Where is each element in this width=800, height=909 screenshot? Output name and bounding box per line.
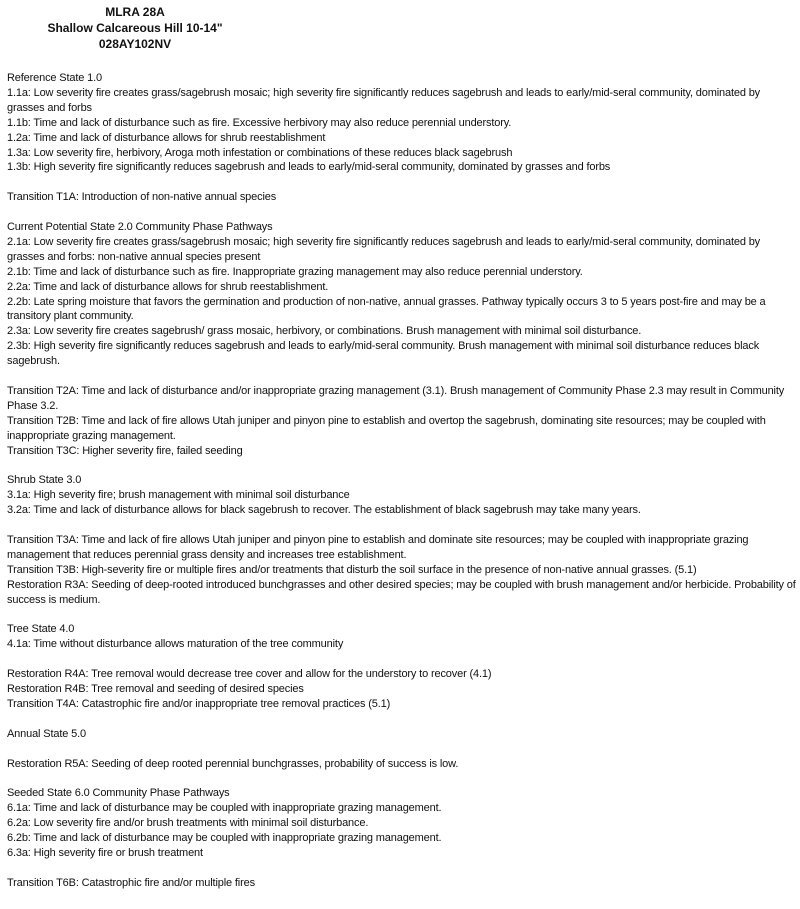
section-line: 4.1a: Time without disturbance allows maturation of the tree community xyxy=(7,638,344,651)
section-line-first: Transition T1A: Introduction of non-native annual species xyxy=(7,191,277,204)
mlra-title: MLRA 28A xyxy=(105,5,165,19)
text-section xyxy=(7,727,797,742)
site-name: Shallow Calcareous Hill 10-14" xyxy=(47,21,223,35)
site-id: 028AY102NV xyxy=(98,37,172,51)
section-line-first: Transition T6B: Catastrophic fire and/or multiple fires xyxy=(7,876,255,889)
section-line-first: Restoration R5A: Seeding of deep rooted perennial bunchgrasses, probability of success is low. xyxy=(7,757,459,770)
section-line-first: Shrub State 3.0 xyxy=(7,474,82,487)
section-line-first: Transition T3A: Time and lack of fire allows Utah juniper and pinyon pine to establish and dominate site resources; may be coupled with inappropriate grazing management that reduces perennial grass density and increases tree establishment. xyxy=(7,534,749,561)
section-line: 6.1a: Time and lack of disturbance may be coupled with inappropriate grazing management. xyxy=(7,802,442,815)
text-section xyxy=(7,667,797,712)
section-line: 3.2a: Time and lack of disturbance allows for black sagebrush to recover. The establishment of black sagebrush may take many years. xyxy=(7,504,641,517)
section-line: 6.2b: Time and lack of disturbance may be coupled with inappropriate grazing management. xyxy=(7,832,442,845)
section-line: 1.1a: Low severity fire creates grass/sagebrush mosaic; high severity fire significantly reduces sagebrush and leads to early/mid-seral community, dominated by grasses and forbs xyxy=(7,86,761,114)
document-header xyxy=(0,4,270,52)
text-section xyxy=(7,533,797,608)
section-line: 1.1b: Time and lack of disturbance such as fire. Excessive herbivory may also reduce perennial understory. xyxy=(7,116,512,129)
section-line: 1.3b: High severity fire significantly reduces sagebrush and leads to early/mid-seral community, dominated by grasses and forbs xyxy=(7,161,611,174)
text-section xyxy=(7,190,797,205)
text-section xyxy=(7,473,797,518)
section-line-first: Current Potential State 2.0 Community Phase Pathways xyxy=(7,221,273,234)
text-section xyxy=(7,622,797,652)
text-section xyxy=(7,384,797,459)
text-section xyxy=(7,71,797,175)
text-section xyxy=(7,876,797,891)
section-line: 1.3a: Low severity fire, herbivory, Aroga moth infestation or combinations of these reduces black sagebrush xyxy=(7,146,513,159)
section-line: 6.2a: Low severity fire and/or brush treatments with minimal soil disturbance. xyxy=(7,817,369,830)
section-line-first: Transition T2A: Time and lack of disturbance and/or inappropriate grazing management (3.1). Brush management of Community Phase 2.3 may result in Community Phase 3.2. xyxy=(7,384,785,412)
section-line: Transition T3B: High-severity fire or multiple fires and/or treatments that disturb the soil surface in the presence of non-native annual grasses. (5.1) xyxy=(7,563,697,576)
section-line-first: Seeded State 6.0 Community Phase Pathways xyxy=(7,787,230,800)
section-line-first: Reference State 1.0 xyxy=(7,72,102,84)
section-line-first: Tree State 4.0 xyxy=(7,623,75,636)
section-line: Transition T2B: Time and lack of fire allows Utah juniper and pinyon pine to establish and overtop the sagebrush, dominating site resources; may be coupled with inappropriate grazing management. xyxy=(7,414,766,442)
section-line: 1.2a: Time and lack of disturbance allows for shrub reestablishment xyxy=(7,131,326,144)
section-line: 2.2a: Time and lack of disturbance allows for shrub reestablishment. xyxy=(7,280,329,293)
section-line: 2.3b: High severity fire significantly reduces sagebrush and leads to early/mid-seral community. Brush management with minimal soil disturbance reduces black sagebrush. xyxy=(7,340,760,368)
section-line: Transition T4A: Catastrophic fire and/or inappropriate tree removal practices (5.1) xyxy=(7,697,391,710)
section-line: Restoration R3A: Seeding of deep-rooted introduced bunchgrasses and other desired species; may be coupled with brush management and/or herbicide. Probability of success is medium. xyxy=(7,578,796,606)
text-section xyxy=(7,220,797,369)
section-line: 2.1a: Low severity fire creates grass/sagebrush mosaic; high severity fire significantly reduces sagebrush and leads to early/mid-seral community, dominated by grasses and forbs: non-native annual species present xyxy=(7,235,761,263)
section-line-first: Restoration R4A: Tree removal would decrease tree cover and allow for the understory to recover (4.1) xyxy=(7,668,492,681)
text-section xyxy=(7,757,797,772)
section-line: 6.3a: High severity fire or brush treatment xyxy=(7,846,203,859)
section-line: Restoration R4B: Tree removal and seeding of desired species xyxy=(7,683,304,696)
section-line-first: Annual State 5.0 xyxy=(7,727,86,740)
section-line: 2.3a: Low severity fire creates sagebrush/ grass mosaic, herbivory, or combinations. Brush management with minimal soil disturbance. xyxy=(7,325,642,338)
section-line: 3.1a: High severity fire; brush management with minimal soil disturbance xyxy=(7,489,350,502)
document-body xyxy=(7,71,797,906)
section-line: Transition T3C: Higher severity fire, failed seeding xyxy=(7,444,243,457)
section-line: 2.2b: Late spring moisture that favors the germination and production of non-native, annual grasses. Pathway typically occurs 3 to 5 years post-fire and may be a transitory plant community. xyxy=(7,295,766,323)
text-section xyxy=(7,786,797,861)
section-line: 2.1b: Time and lack of disturbance such as fire. Inappropriate grazing management may also reduce perennial understory. xyxy=(7,265,583,278)
